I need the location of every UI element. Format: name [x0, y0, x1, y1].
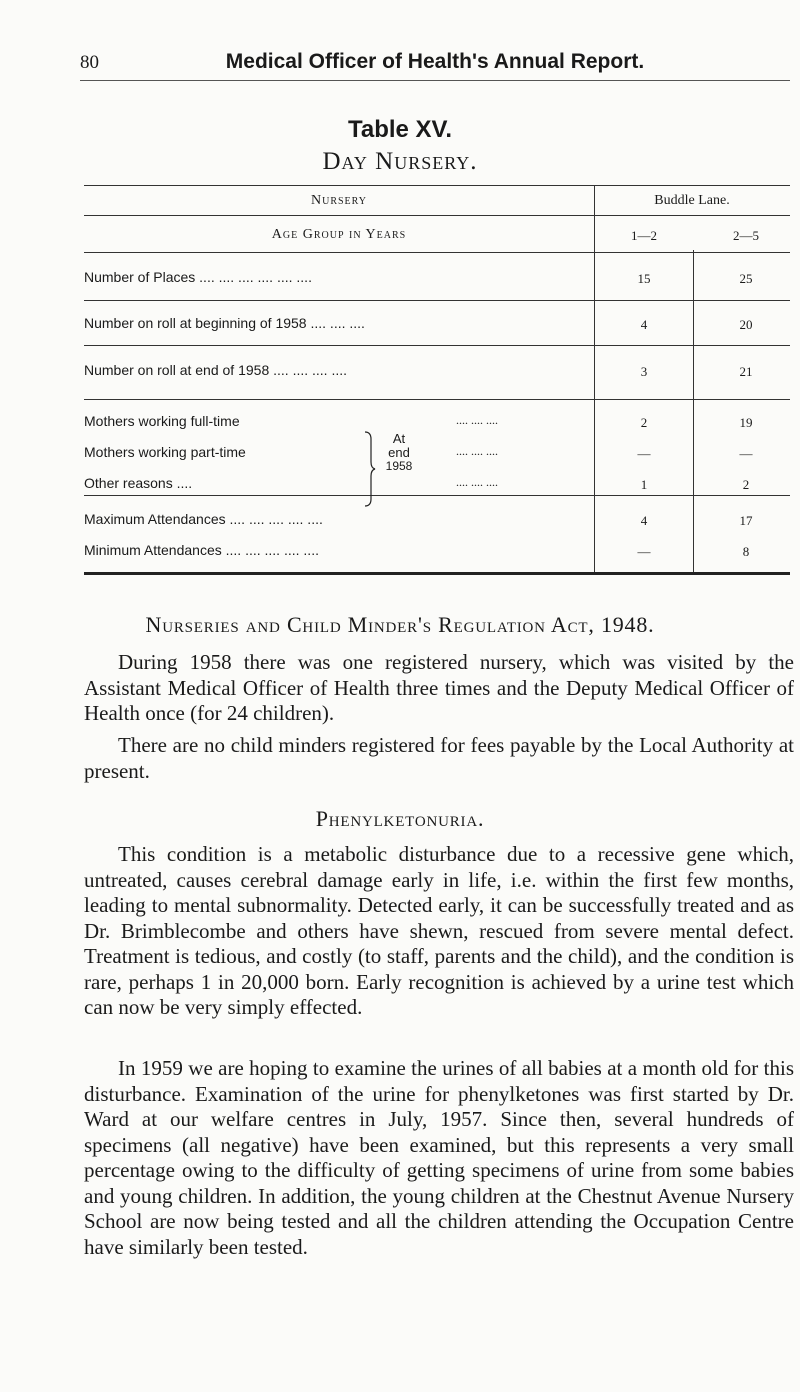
- leader-dots: .... .... ....: [456, 444, 498, 458]
- row-value: 4: [640, 513, 648, 528]
- row-value: 20: [739, 317, 753, 332]
- row-label: Number on roll at end of 1958 .... .... .... ....: [84, 362, 348, 378]
- row-label: Mothers working full-time: [84, 413, 240, 429]
- table-label: Table XV.: [347, 116, 453, 143]
- row-value: 4: [640, 317, 648, 332]
- brace-text: 1958: [385, 459, 413, 473]
- table-rule: [84, 345, 790, 346]
- table-rule: [84, 495, 790, 496]
- running-head: [80, 52, 790, 78]
- right-brace-icon: [364, 407, 376, 531]
- nursery-header: Nursery: [310, 193, 367, 208]
- paragraph: In 1959 we are hoping to examine the urines of all babies at a month old for this disturbance. Examination of the urine for phenylketones was first started by Dr. Ward at our welfare centres in July, 1957. Since then, several hundreds of specimens (all negative) have been examined, but this represents a very small percentage owing to the difficulty of getting specimens of urine from some babies and young children. In addition, the young children at the Chestnut Avenue Nursery School are now being tested and all the children attending the Occupation Centre have similarly been tested.: [84, 1056, 794, 1259]
- page-number: 80: [80, 52, 99, 73]
- row-value: 19: [739, 415, 753, 430]
- age-group-2-5: 2—5: [733, 228, 759, 243]
- row-value: 15: [637, 271, 651, 286]
- nursery-name: Buddle Lane.: [654, 193, 730, 208]
- report-title: Medical Officer of Health's Annual Report.: [225, 50, 645, 73]
- row-value: 3: [640, 364, 648, 379]
- row-value: 8: [742, 544, 750, 559]
- leader-dots: .... .... ....: [456, 413, 498, 427]
- table-rule: [84, 215, 790, 216]
- row-label: Other reasons ....: [84, 475, 193, 491]
- row-value: 17: [739, 513, 753, 528]
- table-bottom-rule: [84, 572, 790, 575]
- table-rule: [84, 399, 790, 400]
- brace-text: At: [392, 431, 406, 446]
- row-label: Mothers working part-time: [84, 444, 246, 460]
- section-heading: Phenylketonuria.: [315, 806, 485, 831]
- table-rule: [84, 300, 790, 301]
- row-label: Number of Places .... .... .... .... .... ....: [84, 269, 312, 285]
- row-value: —: [637, 544, 651, 559]
- day-nursery-table: [84, 185, 790, 575]
- header-rule: [80, 80, 790, 81]
- row-value: 2: [640, 415, 648, 430]
- section-heading: Nurseries and Child Minder's Regulation Act, 1948.: [145, 612, 655, 637]
- row-label: Number on roll at beginning of 1958 .... .... ....: [84, 315, 365, 331]
- row-value: —: [739, 446, 753, 461]
- row-value: 25: [739, 271, 753, 286]
- table-column-rule: [693, 250, 694, 572]
- paragraph: This condition is a metabolic disturbance due to a recessive gene which, untreated, causes cerebral damage early in life, i.e. within the first few months, leading to mental subnormality. Detected early, it can be successfully treated and as Dr. Brimblecombe and others have shewn, rescued from severe mental defect. Treatment is tedious, and costly (to staff, parents and the child), and the condition is rare, perhaps 1 in 20,000 born. Early recognition is achieved by a urine test which can now be very simply effected.: [84, 842, 794, 1019]
- row-value: 2: [742, 477, 750, 492]
- leader-dots: .... .... ....: [456, 475, 498, 489]
- table-top-rule: [84, 185, 790, 186]
- row-label: Minimum Attendances .... .... .... .... ....: [84, 542, 319, 558]
- table-rule: [84, 252, 790, 253]
- age-group-header: Age Group in Years: [271, 227, 407, 242]
- row-value: 1: [640, 477, 648, 492]
- row-label: Maximum Attendances .... .... .... .... ....: [84, 511, 323, 527]
- row-value: 21: [739, 364, 753, 379]
- row-value: —: [637, 446, 651, 461]
- brace-text: end: [388, 445, 410, 460]
- paragraph: During 1958 there was one registered nursery, which was visited by the Assistant Medical Officer of Health three times and the Deputy Medical Officer of Health once (for 24 children).: [84, 650, 794, 725]
- table-title: Day Nursery.: [322, 148, 478, 175]
- age-group-1-2: 1—2: [631, 228, 657, 243]
- table-column-rule: [594, 185, 595, 572]
- paragraph: There are no child minders registered for fees payable by the Local Authority at present.: [84, 733, 794, 783]
